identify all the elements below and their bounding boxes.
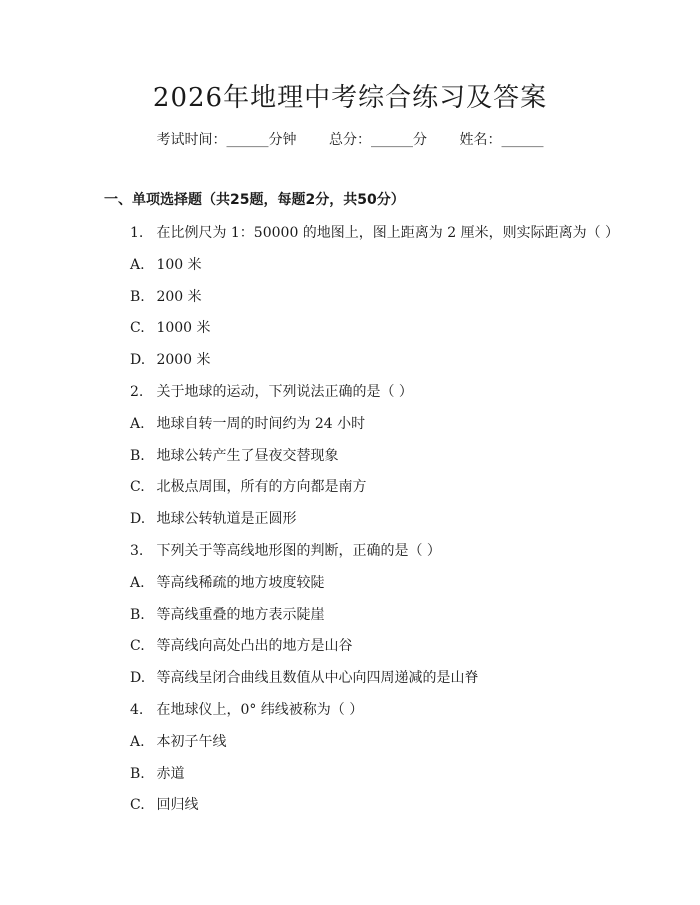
answer-option [130,633,670,665]
option-text: 2000 米 [156,352,211,369]
option-text: 等高线呈闭合曲线且数值从中心向四周递减的是山脊 [156,670,479,687]
exam-time: 考试时间：______分钟 [156,132,297,148]
option-letter: B. [130,447,145,464]
answer-option [130,665,670,697]
question-stem [130,220,670,252]
answer-option [130,729,670,761]
question-stem [130,697,670,729]
option-letter: D. [130,511,146,528]
page-title: 2026年地理中考综合练习及答案 [152,83,548,113]
option-letter: A. [130,415,145,432]
question-number: 1. [130,225,144,241]
option-letter: B. [130,606,145,623]
option-letter: B. [130,288,145,305]
answer-option [130,506,670,538]
section-heading: 一、单项选择题（共25题，每题2分，共50分） [104,192,405,208]
option-text: 地球公转轨道是正圆形 [156,511,297,528]
option-text: 回归线 [156,797,199,814]
answer-option [130,474,670,506]
option-text: 地球自转一周的时间约为 24 小时 [156,415,366,432]
answer-option [130,570,670,602]
answer-option [130,443,670,475]
total-score: 总分：______分 [329,132,427,148]
option-letter: A. [130,733,145,750]
option-letter: C. [130,638,145,655]
question-number: 2. [130,383,144,400]
option-letter: D. [130,352,146,369]
question-text: 关于地球的运动，下列说法正确的是（ ） [156,383,413,400]
answer-option [130,411,670,443]
option-text: 200 米 [156,288,202,305]
answer-option [130,252,670,284]
answer-option [130,284,670,316]
student-name: 姓名：______ [459,132,544,148]
question-text: 在比例尺为 1：50000 的地图上，图上距离为 2 厘米，则实际距离为（ ） [156,225,620,241]
question-text: 下列关于等高线地形图的判断，正确的是（ ） [156,542,441,559]
option-letter: A. [130,574,145,591]
option-text: 等高线重叠的地方表示陡崖 [156,606,325,623]
answer-option [130,761,670,793]
question-stem [130,538,670,570]
option-text: 北极点周围，所有的方向都是南方 [156,479,367,496]
answer-option [130,315,670,347]
answer-option [130,347,670,379]
question-list [130,220,670,824]
question-stem [130,379,670,411]
option-text: 100 米 [156,256,202,273]
option-letter: D. [130,670,146,687]
option-text: 赤道 [156,765,185,782]
option-letter: B. [130,765,145,782]
option-letter: A. [130,256,145,273]
question-number: 4. [130,701,144,718]
option-text: 1000 米 [156,320,211,337]
question-text: 在地球仪上，0° 纬线被称为（ ） [156,701,364,718]
option-text: 等高线向高处凸出的地方是山谷 [156,638,353,655]
option-text: 地球公转产生了昼夜交替现象 [156,447,339,464]
option-letter: C. [130,320,145,337]
option-letter: C. [130,479,145,496]
option-letter: C. [130,797,145,814]
answer-option [130,792,670,824]
option-text: 等高线稀疏的地方坡度较陡 [156,574,325,591]
question-number: 3. [130,542,144,559]
answer-option [130,602,670,634]
exam-info [0,128,700,152]
option-text: 本初子午线 [156,733,227,750]
